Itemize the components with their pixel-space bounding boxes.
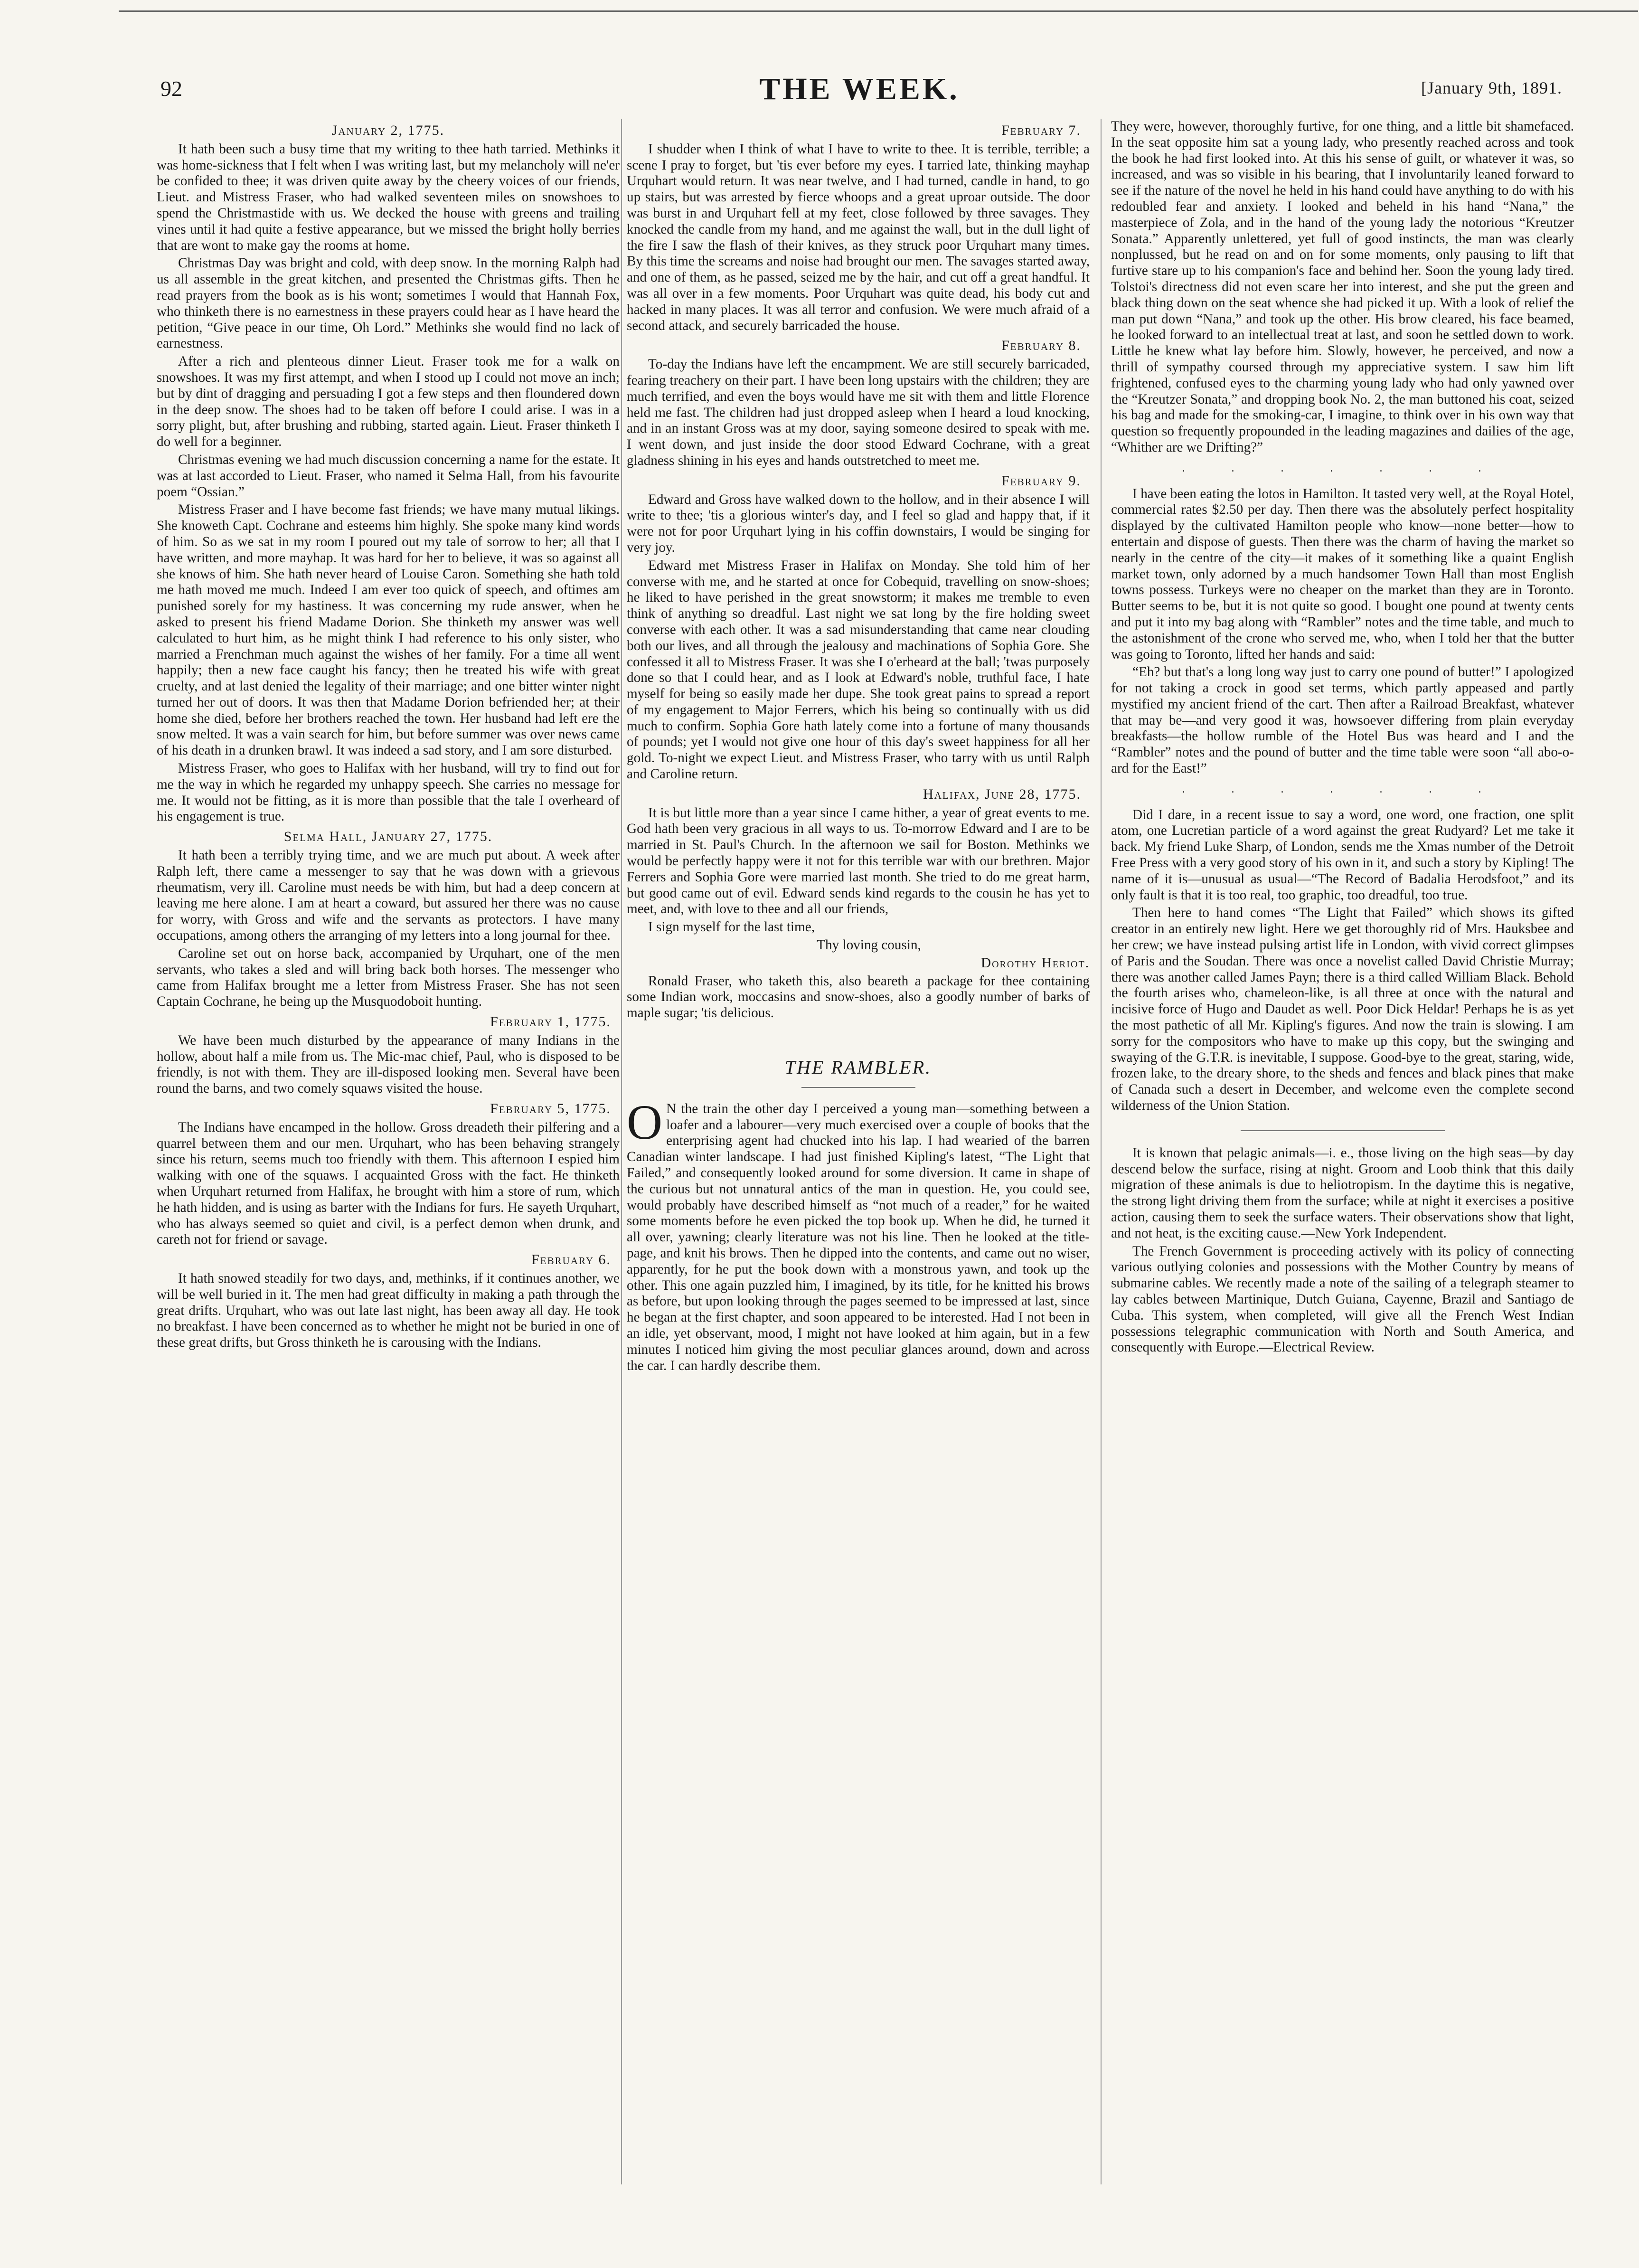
paragraph: It is but little more than a year since I came hither, a year of great events to me. God hath been very gracious in all ways to us. To-morrow Edward and I are to be married in St. Paul's Church. In the afternoon we sail for Boston. Methinks we would be perfectly happy were it not for this terrible war with our brethren. Major Ferrers and Sophia Gore were married last month. She tried to do me great harm, but good came out of evil. Edward sends kind regards to the cousin he has yet to meet, and, with love to thee and all our friends, — [627, 805, 1090, 917]
paragraph: We have been much disturbed by the appearance of many Indians in the hollow, about half a mile from us. The Mic-mac chief, Paul, who is disposed to be friendly, is not with them. They are ill-disposed looking men. Several have been round the barns, and two comely squaws visited the house. — [157, 1032, 620, 1096]
column-1 — [157, 119, 620, 1353]
section-break: . . . . . . . — [1182, 462, 1503, 474]
paragraph: The Indians have encamped in the hollow. Gross dreadeth their pilfering and a quarrel between them and our men. Urquhart, who has been behaving strangely since his return, seems much too friendly with them. This afternoon I espied him walking with one of the squaws. I acquainted Gross with the fact. He thinketh when Urquhart returned from Halifax, he brought with him a store of rum, which he hath hidden, and is using as barter with the Indians for furs. He sayeth Urquhart, who has always seemed so quiet and civil, is a perfect demon when drunk, and careth not for friend or savage. — [157, 1119, 620, 1247]
paragraph: It is known that pelagic animals—i. e., those living on the high seas—by day descend below the surface, rising at night. Groom and Loob think that this daily migration of these animals is due to heliotropism. In the daytime this is negative, the strong light driving them from the surface; while at night it exercises a positive action, causing them to seek the surface waters. Their observations show that light, and not heat, is the exciting cause.—New York Independent. — [1111, 1145, 1574, 1241]
paragraph: The French Government is proceeding actively with its policy of connecting various outlying colonies and possessions with the Mother Country by means of submarine cables. We recently made a note of the sailing of a telegraph steamer to lay cables between Martinique, Dutch Guiana, Cayenne, Brazil and Santiago de Cuba. This system, when completed, will give all the French West Indian possessions telegraphic communication with North and South America, and consequently with Europe.—Electrical Review. — [1111, 1243, 1574, 1355]
paragraph: Did I dare, in a recent issue to say a word, one word, one fraction, one split atom, one Lucretian particle of a word against the great Rudyard? Let me take it back. My friend Luke Sharp, of London, sends me the Xmas number of the Detroit Free Press with a very good story of his own in it, and such a story by Kipling! The name of it is—unusual as usual—“The Record of Badalia Herodsfoot,” and its only fault is that it is too real, too graphic, too dreadful, too true. — [1111, 807, 1574, 903]
paragraph: Edward and Gross have walked down to the hollow, and in their absence I will write to thee; 'tis a glorious winter's day, and I feel so glad and happy that, if it were not for poor Urquhart lying in his coffin downstairs, I would be singing for very joy. — [627, 491, 1090, 555]
entry-date: February 6. — [531, 1252, 611, 1268]
paragraph: Caroline set out on horse back, accompanied by Urquhart, one of the men servants, who takes a sled and will bring back both horses. The messenger who came from Halifax brought me a letter from Mistress Fraser. She has not seen Captain Cochrane, he being up the Musquodoboit hunting. — [157, 945, 620, 1010]
top-rule — [119, 10, 1638, 12]
section-break: . . . . . . . — [1182, 783, 1503, 795]
page-number: 92 — [160, 76, 182, 101]
paragraph: Edward met Mistress Fraser in Halifax on Monday. She told him of her converse with me, and he started at once for Cobequid, travelling on snow-shoes; he liked to have perished in the great snowstorm; it makes me tremble to even think of anything so dreadful. Last night we sat long by the fire holding sweet converse with each other. It was a sad misunderstanding that came near clouding both our lives, and all through the jealousy and machinations of Sophia Gore. She confessed it all to Mistress Fraser. It was she I o'erheard at the ball; 'twas purposely done so that I could hear, and as I look at Edward's noble, truthful face, I hate myself for being so easily made her dupe. She took great pains to spread a report of my engagement to Major Ferrers, which his being so continually with us did much to confirm. Sophia Gore hath lately come into a fortune of many thousands of pounds; yet I would not give one hour of this day's sweet happiness for all her gold. To-night we expect Lieut. and Mistress Fraser, who tarry with us until Ralph and Caroline return. — [627, 558, 1090, 782]
entry-date: January 2, 1775. — [331, 123, 445, 138]
signature-line: Thy loving cousin, — [817, 937, 921, 953]
column-divider — [621, 119, 622, 2184]
entry-date: February 9. — [1001, 472, 1081, 489]
paragraph — [627, 1095, 1090, 1374]
masthead-title: THE WEEK. — [759, 72, 960, 106]
paragraph: To-day the Indians have left the encampment. We are still securely barricaded, fearing treachery on their part. I have been long upstairs with the children; they are much terrified, and even the boys would have me sit with them and little Florence held me fast. The children had just dropped asleep when I heard a loud knocking, and in an instant Gross was at my door, saying someone desired to speak with me. I went down, and just inside the door stood Edward Cochrane, with a great gladness shining in his eyes and hands outstretched to meet me. — [627, 357, 1090, 468]
section-rule — [1241, 1130, 1445, 1131]
paragraph: Mistress Fraser, who goes to Halifax with her husband, will try to find out for me the way in which he regarded my unhappy speech. She carries no message for me. It would not be fitting, as it is more than possible that the tale I overheard of his engagement is true. — [157, 761, 620, 824]
signature-line: I sign myself for the last time, — [648, 919, 815, 935]
paragraph: It hath been a terribly trying time, and we are much put about. A week after Ralph left, there came a messenger to say that he was down with a grievous rheumatism, very ill. Caroline must needs be with him, but had a deep concern at leaving me here alone. I am at heart a coward, but assured her there was no cause for worry, with Gross and wife and the servants as protectors. I have many occupations, among others the arranging of my letters into a long journal for thee. — [157, 848, 620, 944]
paragraph: After a rich and plenteous dinner Lieut. Fraser took me for a walk on snowshoes. It was my first attempt, and when I stood up I could not move an inch; but by dint of dragging and persuading I got a few steps and then floundered down in the deep snow. The shoes had to be taken off before I could arise. I was in a sorry plight, but, after brushing and rubbing, started again. Lieut. Fraser thinketh I do well for a beginner. — [157, 354, 620, 450]
entry-date: February 5, 1775. — [490, 1101, 611, 1117]
paragraph: Then here to hand comes “The Light that Failed” which shows its gifted creator in an entirely new light. Here we get thoroughly rid of Mrs. Hauksbee and her crew; we have instead pulsing artist life in London, with vivid correct glimpses of Paris and the Soudan. There was once a novelist called David Christie Murray; there was another called James Payn; there is a third called William Black. Behold the fourth arises who, chameleon-like, is all three at once with the natural and incisive force of Hugo and Daudet as well. Poor Dick Heldar! Perhaps he is as yet the most pathetic of all Mr. Kipling's figures. And now the train is slowing. I am sorry for the compositors who have to make up this copy, but the swinging and swaying of the G.T.R. is inevitable, I suppose. Good-bye to the great, staring, wide, frozen lake, to the dreary shore, to the sheds and fences and black pines that make of Canada such a desert in December, and welcome even the complete second wilderness of the Union Station. — [1111, 905, 1574, 1114]
entry-date: February 8. — [1001, 338, 1081, 354]
column-2 — [627, 119, 1090, 1376]
section-title: THE RAMBLER. — [784, 1057, 932, 1078]
paragraph: I have been eating the lotos in Hamilton. It tasted very well, at the Royal Hotel, commercial rates $2.50 per day. Then there was the absolutely perfect hospitality displayed by the cultivated Hamilton people who know—none better—how to entertain and dispose of guests. Then there was the charm of having the market so nearly in the centre of the city—it makes of it something like a quaint English market town, only adorned by a much handsomer Town Hall than most English towns possess. Turkeys were no cheaper on the market than they are in Toronto. Butter seems to be, but it is not quite so good. I bought one pound at twenty cents and put it into my bag along with “Rambler” notes and the time table, and much to the astonishment of the crone who served me, who, when I told her that the butter was going to Toronto, lifted her hands and said: — [1111, 486, 1574, 662]
paragraph: Ronald Fraser, who taketh this, also beareth a package for thee containing some Indian work, moccasins and snow-shoes, also a goodly number of barks of maple sugar; 'tis delicious. — [627, 973, 1090, 1021]
column-3 — [1111, 119, 1574, 1358]
paragraph: I shudder when I think of what I have to write to thee. It is terrible, terrible; a scene I pray to forget, but 'tis ever before my eyes. I tarried late, thinking mayhap Urquhart would return. It was near twelve, and I had turned, candle in hand, to go up stairs, but was arrested by fierce whoops and a great uproar outside. The door was burst in and Urquhart fell at my feet, close followed by three savages. They knocked the candle from my hand, and me against the wall, but in the dull light of the fire I saw the flash of their knives, as they struck poor Urquhart many times. By this time the screams and noise had brought our men. The savages started away, and one of them, as he passed, seized me by the hair, and cut off a great handful. It was all over in a few moments. Poor Urquhart was quite dead, his body cut and hacked in many places. It was all terror and confusion. We were much afraid of a second attack, and securely barricaded the house. — [627, 141, 1090, 333]
entry-date: Halifax, June 28, 1775. — [923, 786, 1081, 802]
paragraph-text: N the train the other day I perceived a young man—something between a loafer and a labourer—very much exercised over a couple of books that the enterprising agent had chucked into his lap. I had wearied of the barren Canadian winter landscape. I had just finished Kipling's latest, “The Light that Failed,” and consequently looked around for some diversion. It came in shape of the curious but not unnatural antics of the man in question. He, you could see, would probably have described himself as “not much of a reader,” for he waited some moments before he even picked the top book up. When he did, he turned it all over, yawning; clearly literature was not his line. Then he looked at the title-page, and knit his brows. Then he dipped into the contents, and came out no wiser, apparently, for he put the book down with a monstrous yawn, and took up the other. This one again puzzled him, I imagined, by its title, for he knitted his brows as before, but upon looking through the pages seemed to be impressed at last, since he began at the first chapter, and soon appeared to be interested. Had I not been in an idle, yet observant, mood, I might not have looked at him again, but in a few minutes I noticed him giving the most peculiar glances around, down and across the car. I can hardly describe them. — [627, 1101, 1090, 1373]
paragraph: “Eh? but that's a long long way just to carry one pound of butter!” I apologized for not taking a crock in good set terms, which partly appeased and partly mystified my ancient friend of the cart. Then after a Railroad Breakfast, whatever that may be—and very good it was, howsoever differing from plain everyday breakfasts—the hollow rumble of the Hotel Bus was heard and I and the “Rambler” notes and the pound of butter and the time table were soon “all abo-o-ard for the East!” — [1111, 664, 1574, 776]
paragraph: It hath been such a busy time that my writing to thee hath tarried. Methinks it was home-sickness that I felt when I was writing last, but my melancholy will ne'er be confided to thee; it was driven quite away by the cheery voices of our friends, Lieut. and Mistress Fraser, who had walked seventeen miles on snowshoes to spend the Christmastide with us. We decked the house with greens and trailing vines until it had quite a festive appearance, but we missed the bright holly berries that are wont to make gay the rooms at home. — [157, 141, 620, 253]
title-rule — [801, 1087, 915, 1088]
entry-date: Selma Hall, January 27, 1775. — [283, 829, 493, 845]
entry-date: February 1, 1775. — [490, 1014, 611, 1030]
drop-cap: O — [627, 1095, 663, 1150]
paragraph: Mistress Fraser and I have become fast friends; we have many mutual likings. She knoweth Capt. Cochrane and esteems him highly. She spoke many kind words of him. So as we sat in my room I poured out my tale of sorrow to her; all that I have written, and more mayhap. It was hard for her to believe, it was so against all she knows of him. She hath never heard of Louise Caron. Something she hath told me hath moved me much. Indeed I am ever too quick of speech, and oftimes am punished sorely for my hastiness. It was concerning my rude answer, when he asked to present his friend Madame Dorion. She thinketh my answer was well calculated to hurt him, as he might think I had reference to his only sister, who married a Frenchman much against the wishes of her family. For a time all went happily; then a new face caught his fancy; then he treated his wife with great cruelty, and at last denied the legality of their marriage; and one bitter winter night turned her out of doors. It was then that Madame Dorion befriended her; at their home she died, before her brothers reached the town. Her husband had left ere the snow melted. It was a vain search for him, but before summer was over news came of his death in a drunken brawl. It was indeed a sad story, and I am sore disturbed. — [157, 502, 620, 758]
paragraph: Christmas Day was bright and cold, with deep snow. In the morning Ralph had us all assemble in the great kitchen, and presented the Christmas gifts. Then he read prayers from the book as is his wont; sometimes I would that Hannah Fox, who thinketh there is no earnestness in these prayers could hear as I have heard the petition, “Give peace in our time, Oh Lord.” Methinks she would find no lack of earnestness. — [157, 255, 620, 351]
issue-dateline: [January 9th, 1891. — [1421, 78, 1562, 97]
page-header — [157, 71, 1562, 114]
paragraph: It hath snowed steadily for two days, and, methinks, if it continues another, we will be well buried in it. The men had great difficulty in making a path through the great drifts. Urquhart, who was out late last night, has been away all day. He took no breakfast. I have been concerned as to whether he might not be buried in one of these great drifts, but Gross thinketh he is carousing with the Indians. — [157, 1270, 620, 1351]
paragraph: They were, however, thoroughly furtive, for one thing, and a little bit shamefaced. In the seat opposite him sat a young lady, who presently reached across and took the book he had first looked into. At this his sense of guilt, or whatever it was, so increased, and was so visible in his bearing, that I involuntarily leaned forward to see if the nature of the novel he held in his hand could have anything to do with his redoubled fear and anxiety. I looked and beheld in his hand “Nana,” the masterpiece of Zola, and in the hand of the young lady the notorious “Kreutzer Sonata.” Apparently unlettered, yet full of good instincts, the man was clearly nonplussed, but he read on and on for some moments, only pausing to lift that furtive stare up to his companion's face and behind her. Soon the young lady tired. Tolstoi's directness did not even scare her into interest, and she put the green and black thing down on the seat whence she had picked it up. With a look of relief the man put down “Nana,” and took up the other. His brow cleared, his face beamed, he looked forward to an intellectual treat at last, and soon he settled down to work. Little he knew what lay before him. Slowly, however, he perceived, and now a thrill of sympathy coursed through my appreciative system. I saw him lift frightened, confused eyes to the charming young lady who had only yawned over the “Kreutzer Sonata,” and dropping book No. 2, the man buttoned his coat, seized his bag and made for the smoking-car, I imagine, to think over in his own way that question so frequently propounded in the leading magazines and dailies of the age, “Whither are we Drifting?” — [1111, 119, 1574, 455]
entry-date: February 7. — [1001, 123, 1081, 138]
column-divider — [1101, 119, 1102, 2184]
paragraph: Christmas evening we had much discussion concerning a name for the estate. It was at last accorded to Lieut. Fraser, who named it Selma Hall, from his favourite poem “Ossian.” — [157, 452, 620, 500]
signature-name: Dorothy Heriot. — [981, 955, 1090, 971]
